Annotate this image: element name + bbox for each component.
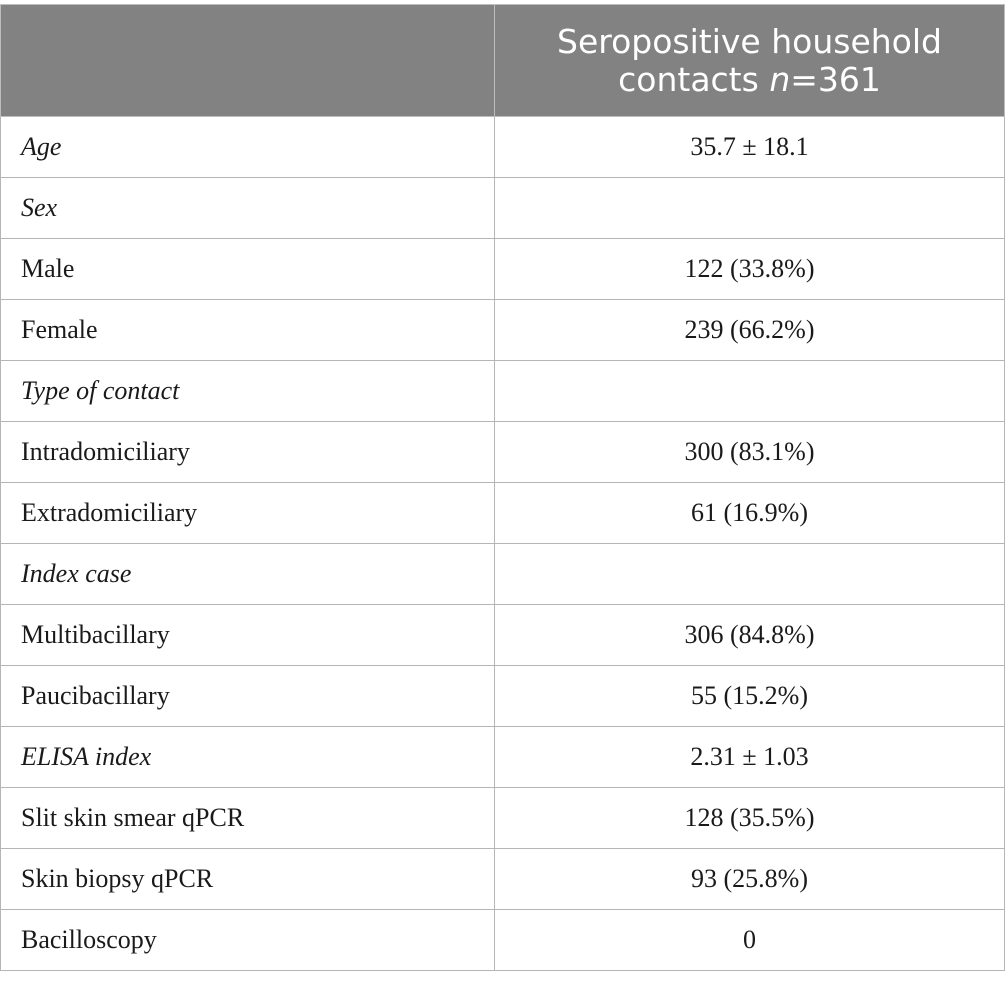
table-row [1,300,1005,361]
row-value-intradomiciliary: 300 (83.1%) [495,422,1005,483]
header-line-1: Seropositive household [557,21,942,61]
header-n-value: =361 [790,59,881,99]
table-row [1,849,1005,910]
row-label-age: Age [1,117,495,178]
row-value-slit-skin-smear: 128 (35.5%) [495,788,1005,849]
row-value-multibacillary: 306 (84.8%) [495,605,1005,666]
table-row [1,605,1005,666]
table-row [1,727,1005,788]
row-label-paucibacillary: Paucibacillary [1,666,495,727]
table-row [1,117,1005,178]
row-label-type-of-contact: Type of contact [1,361,495,422]
row-label-skin-biopsy: Skin biopsy qPCR [1,849,495,910]
table-row [1,483,1005,544]
table-row [1,666,1005,727]
row-value-female: 239 (66.2%) [495,300,1005,361]
household-contacts-table [0,4,1005,971]
row-label-intradomiciliary: Intradomiciliary [1,422,495,483]
row-label-elisa-index: ELISA index [1,727,495,788]
row-label-index-case: Index case [1,544,495,605]
row-label-sex: Sex [1,178,495,239]
row-label-slit-skin-smear: Slit skin smear qPCR [1,788,495,849]
table-row [1,422,1005,483]
row-value-skin-biopsy: 93 (25.8%) [495,849,1005,910]
table-row [1,239,1005,300]
table-row [1,788,1005,849]
row-value-paucibacillary: 55 (15.2%) [495,666,1005,727]
row-value-elisa-index: 2.31 ± 1.03 [495,727,1005,788]
header-n-symbol: n [769,59,791,99]
row-value-type-of-contact [495,361,1005,422]
row-value-index-case [495,544,1005,605]
row-label-female: Female [1,300,495,361]
row-value-sex [495,178,1005,239]
table-header-row [1,5,1005,117]
row-value-age: 35.7 ± 18.1 [495,117,1005,178]
row-value-extradomiciliary: 61 (16.9%) [495,483,1005,544]
row-value-bacilloscopy: 0 [495,910,1005,971]
table-row [1,544,1005,605]
header-cell-blank [1,5,495,117]
row-label-male: Male [1,239,495,300]
row-label-bacilloscopy: Bacilloscopy [1,910,495,971]
table-row [1,178,1005,239]
table-row [1,361,1005,422]
row-label-extradomiciliary: Extradomiciliary [1,483,495,544]
data-table-container [0,4,1004,971]
header-cell-seropositive [495,5,1005,117]
row-value-male: 122 (33.8%) [495,239,1005,300]
row-label-multibacillary: Multibacillary [1,605,495,666]
header-line-2-prefix: contacts [618,59,770,99]
table-row [1,910,1005,971]
